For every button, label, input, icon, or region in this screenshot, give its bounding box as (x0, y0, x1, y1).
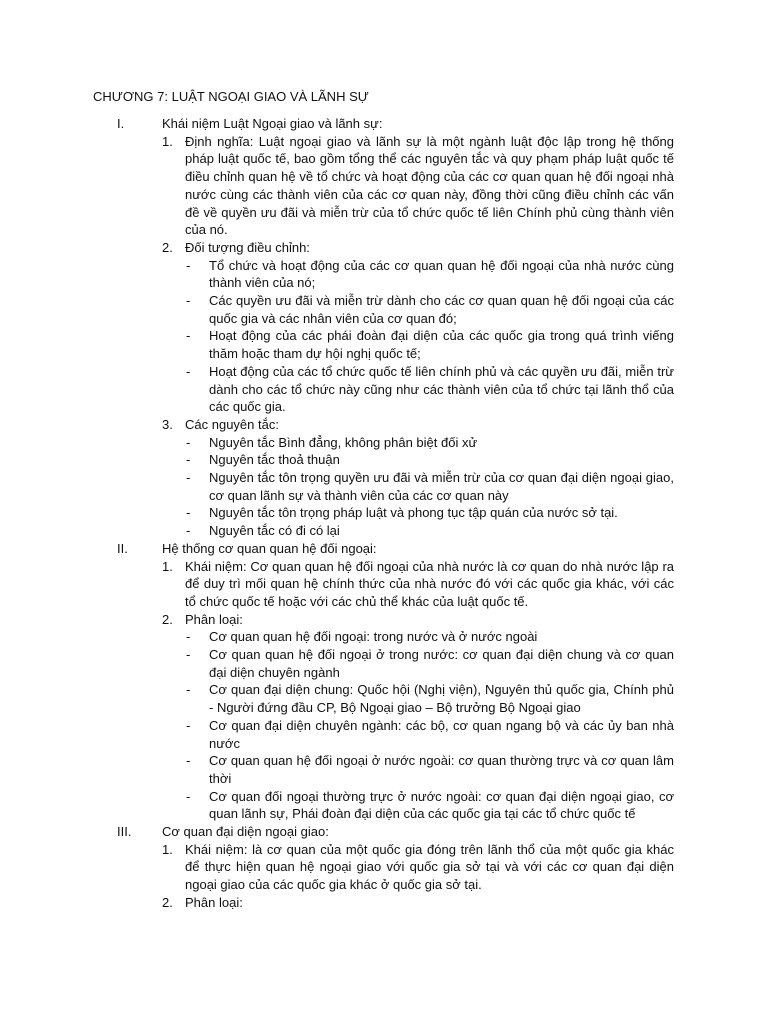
bullet-item (0, 434, 768, 452)
item-number: 3. (162, 416, 173, 432)
section-heading (0, 823, 768, 841)
bullet-text: Các quyền ưu đãi và miễn trừ dành cho các cơ quan quan hệ đối ngoại của các quốc gia và các nhân viên của cơ quan đó; (209, 293, 674, 326)
bullet-text: Cơ quan đại diện chung: Quốc hội (Nghị viện), Nguyên thủ quốc gia, Chính phủ - Người đứng đầu CP, Bộ Ngoại giao – Bộ trưởng Bộ Ngoại giao (209, 682, 674, 716)
bullet-text: Nguyên tắc tôn trọng quyền ưu đãi và miễn trừ của cơ quan đại diện ngoại giao, cơ quan lãnh sự và thành viên của các cơ quan này (209, 470, 674, 503)
list-item (0, 611, 768, 629)
bullet-dash: - (186, 363, 191, 379)
bullet-item (0, 646, 768, 681)
bullet-text: Nguyên tắc có đi có lại (209, 523, 340, 539)
bullet-item (0, 469, 768, 504)
bullet-item (0, 752, 768, 787)
bullet-dash: - (186, 647, 191, 663)
item-text: Khái niệm: là cơ quan của một quốc gia đóng trên lãnh thổ của một quốc gia khác để thực hiện quan hệ ngoại giao với quốc gia sở tại và với các cơ quan đại diện ngoại giao của các quốc gia khác ở quốc gia sở tại. (185, 841, 674, 893)
bullet-dash: - (186, 452, 191, 468)
bullet-text: Nguyên tắc Bình đẳng, không phân biệt đối xử (209, 434, 478, 450)
bullet-item (0, 363, 768, 416)
document-body (0, 115, 768, 912)
bullet-dash: - (186, 505, 191, 521)
item-number: 2. (162, 611, 173, 627)
bullet-text: Cơ quan quan hệ đối ngoại ở nước ngoài: cơ quan thường trực và cơ quan lâm thời (209, 753, 674, 786)
bullet-item (0, 681, 768, 716)
list-item (0, 416, 768, 434)
bullet-dash: - (186, 629, 191, 645)
list-item (0, 239, 768, 257)
bullet-dash: - (186, 717, 191, 733)
bullet-dash: - (186, 328, 191, 344)
section (0, 540, 768, 823)
section-heading (0, 115, 768, 133)
bullet-item (0, 327, 768, 362)
bullet-item (0, 788, 768, 823)
item-number: 2. (162, 239, 173, 255)
bullet-text: Nguyên tắc tôn trọng pháp luật và phong tục tập quán của nước sở tại. (209, 505, 618, 521)
item-text: Định nghĩa: Luật ngoại giao và lãnh sự là một ngành luật độc lập trong hệ thống pháp luật quốc tế, bao gồm tổng thể các nguyên tắc và quy phạm pháp luật quốc tế điều chỉnh quan hệ về tổ chức và hoạt động của các cơ quan quan hệ đối ngoại nhà nước cùng các thành viên của các cơ quan này, đồng thời cũng điều chỉnh các vấn đề về quyền ưu đãi và miễn trừ của tổ chức quốc tế liên Chính phủ cùng thành viên của nó. (185, 133, 674, 238)
bullet-item (0, 292, 768, 327)
list-item (0, 894, 768, 912)
bullet-text: Cơ quan quan hệ đối ngoại ở trong nước: cơ quan đại diện chung và cơ quan đại diện chuyên ngành (209, 647, 674, 680)
section-numeral: II. (117, 540, 128, 556)
section-title: Cơ quan đại diện ngoại giao: (162, 824, 329, 840)
section-heading (0, 540, 768, 558)
bullet-item (0, 522, 768, 540)
section (0, 115, 768, 540)
bullet-item (0, 257, 768, 292)
section-title: Khái niệm Luật Ngoại giao và lãnh sự: (162, 116, 383, 131)
section (0, 823, 768, 912)
bullet-dash: - (186, 523, 191, 539)
section-numeral: III. (117, 824, 132, 840)
item-text: Khái niệm: Cơ quan quan hệ đối ngoại của nhà nước là cơ quan do nhà nước lập ra để duy trì mối quan hệ chính thức của nhà nước đó với các quốc gia khác, với các tổ chức quốc tế hoặc với các chủ thể khác của luật quốc tế. (185, 558, 674, 609)
bullet-dash: - (186, 434, 191, 450)
bullet-text: Cơ quan quan hệ đối ngoại: trong nước và ở nước ngoài (209, 629, 538, 645)
item-number: 1. (162, 841, 173, 857)
bullet-text: Nguyên tắc thoả thuận (209, 452, 340, 468)
bullet-text: Cơ quan đại diện chuyên ngành: các bộ, cơ quan ngang bộ và các ủy ban nhà nước (209, 717, 674, 751)
list-item (0, 558, 768, 611)
item-text: Phân loại: (185, 894, 243, 910)
bullet-text: Hoạt động của các phái đoàn đại diện của các quốc gia trong quá trình viếng thăm hoặc tham dự hội nghị quốc tế; (209, 328, 674, 362)
bullet-dash: - (186, 470, 191, 486)
bullet-text: Cơ quan đối ngoại thường trực ở nước ngoài: cơ quan đại diện ngoại giao, cơ quan lãnh sự, Phái đoàn đại diện của các quốc gia tại các tổ chức quốc tế (209, 788, 674, 822)
bullet-dash: - (186, 788, 191, 804)
item-number: 2. (162, 894, 173, 910)
bullet-item (0, 451, 768, 469)
list-item (0, 841, 768, 894)
bullet-text: Tổ chức và hoạt động của các cơ quan quan hệ đối ngoại của nhà nước cùng thành viên của nó; (209, 257, 674, 291)
chapter-title: CHƯƠNG 7: LUẬT NGOẠI GIAO VÀ LÃNH SỰ (93, 89, 369, 104)
bullet-text: Hoạt động của các tổ chức quốc tế liên chính phủ và các quyền ưu đãi, miễn trừ dành cho các tổ chức này cũng như các thành viên của tổ chức tại lãnh thổ của các quốc gia. (209, 363, 674, 415)
item-text: Đối tượng điều chỉnh: (185, 239, 310, 255)
bullet-item (0, 628, 768, 646)
list-item (0, 133, 768, 239)
item-number: 1. (162, 133, 173, 149)
bullet-dash: - (186, 753, 191, 769)
section-numeral: I. (117, 116, 125, 131)
bullet-dash: - (186, 293, 191, 309)
item-number: 1. (162, 558, 173, 574)
bullet-item (0, 504, 768, 522)
bullet-item (0, 717, 768, 752)
bullet-dash: - (186, 682, 191, 698)
item-text: Các nguyên tắc: (185, 416, 279, 432)
section-title: Hệ thống cơ quan quan hệ đối ngoại: (162, 540, 377, 556)
item-text: Phân loại: (185, 611, 243, 627)
bullet-dash: - (186, 257, 191, 273)
